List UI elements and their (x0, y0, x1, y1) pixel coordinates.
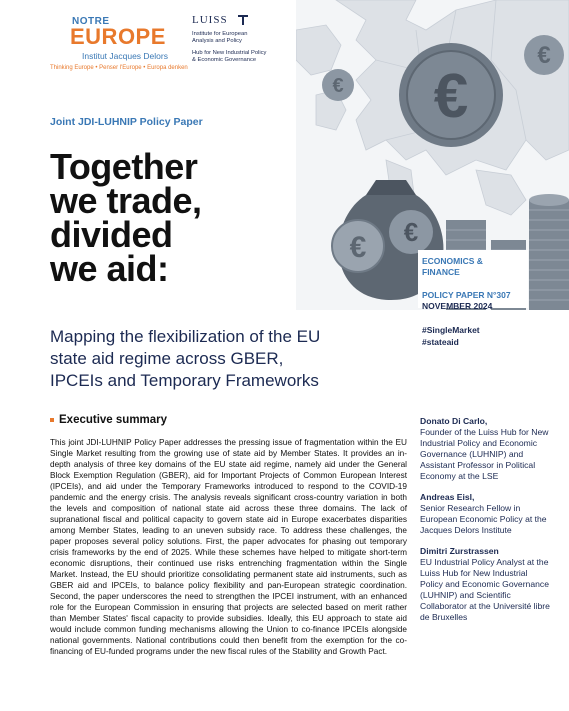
svg-text:€: € (537, 42, 551, 69)
series-label: Joint JDI-LUHNIP Policy Paper (50, 116, 203, 128)
svg-text:€: € (433, 62, 469, 131)
luiss-line-4: & Economic Governance (192, 57, 257, 63)
paper-date: NOVEMBER 2024 (422, 301, 493, 311)
bullet-icon (50, 418, 54, 422)
luiss-name: LUISS (192, 14, 228, 26)
author-bio: EU Industrial Policy Analyst at the Luiss Hub for New Industrial Policy and Economic Governance (LUHNIP) and Scientific Collaborator at the Université libre de Bruxelles (420, 557, 550, 622)
luiss-logo (192, 14, 287, 74)
logo-tagline: Thinking Europe • Penser l'Europe • Europa denken (50, 65, 188, 71)
title-line: we aid: (50, 248, 169, 289)
svg-text:€: € (332, 75, 344, 97)
category-line: ECONOMICS & (422, 256, 483, 266)
logo-europe: EUROPE (70, 24, 166, 49)
luiss-crest-icon (238, 15, 248, 25)
page-title (50, 146, 202, 289)
authors-column (420, 416, 550, 633)
title-line: Together (50, 146, 198, 187)
author-bio: Senior Research Fellow in European Economic Policy at the Jacques Delors Institute (420, 503, 547, 535)
luiss-line-2: Analysis and Policy (192, 38, 242, 44)
title-line: divided (50, 214, 173, 255)
svg-text:€: € (403, 217, 419, 247)
category-line: FINANCE (422, 267, 460, 277)
luiss-line-1: Institute for European (192, 31, 248, 37)
hashtags (422, 324, 480, 348)
euro-coin-icon (399, 43, 503, 147)
hashtag: #SingleMarket (422, 325, 480, 335)
euro-coin-icon (524, 35, 564, 75)
paper-info-box (418, 250, 528, 311)
logo-notre: NOTRE (72, 16, 110, 27)
author-entry (420, 492, 550, 536)
exec-summary-heading-text: Executive summary (59, 414, 168, 426)
subtitle-line: state aid regime across GBER, (50, 349, 284, 368)
author-bio: Founder of the Luiss Hub for New Industrial Policy and Economic Governance (LUHNIP) and Assistant Professor in Political Economy at the LSE (420, 427, 549, 481)
author-name: Dimitri Zurstrassen (420, 546, 499, 556)
subtitle-line: IPCEIs and Temporary Frameworks (50, 371, 319, 390)
author-entry (420, 546, 550, 623)
notre-europe-logo (50, 14, 188, 74)
hashtag: #stateaid (422, 337, 459, 347)
exec-summary-body: This joint JDI-LUHNIP Policy Paper addresses the pressing issue of fragmentation within the EU Single Market resulting from the growing use of state aid by Member States. It provides an in-depth analysis of three key domains of the EU state aid regime, namely aid under the General Block Exemption Regulation (GBER), aid for Important Projects of Common European Interest (IPCEIs), and aid under the Temporary Frameworks introduced to respond to the COVID-19 pandemic and the energy crisis. The analysis reveals significant cross-country variation in both the levels and composition of national state aid across these three domains. The lack of supranational fiscal and political capacity to govern state aid in Europe exacerbates disparities among Member States, leading to an uneven subsidy race. To address these challenges, the paper proposes several policy solutions. First, the paper advocates for phasing out temporary crisis frameworks by the end of 2025. While these schemes have helped to mitigate short-term economic disruptions, their continued use risks entrenching fragmentation within the Single Market. Instead, the EU should prioritize consolidating permanent state aid instruments, such as GBER aid and IPCEIs, to balance policy flexibility and pan-European strategic coordination. Second, the paper underscores the need to strengthen the IPCEI instrument, with an enhanced role for the European Commission in ensuring that projects are selected based on merit rather than Member States' fiscal capacity to provide subsidies. Ideally, this EU approach to state aid would include common funding mechanisms allowing the Union to co-finance IPCEIs alongside national governments. National contributions could then benefit from the exemption for the co-financing of EU-funded programs under the new fiscal rules of the Stability and Growth Pact. (50, 438, 407, 656)
paper-number: POLICY PAPER N°307 (422, 290, 511, 300)
page-subtitle (50, 326, 350, 392)
exec-summary-heading (50, 414, 167, 426)
author-name: Andreas Eisl, (420, 492, 475, 502)
author-name: Donato Di Carlo, (420, 416, 488, 426)
paper-category (422, 256, 483, 278)
title-line: we trade, (50, 180, 202, 221)
euro-coin-icon (322, 69, 354, 101)
author-entry (420, 416, 550, 482)
logo-institute: Institut Jacques Delors (82, 51, 168, 61)
euro-coin-icon (332, 220, 384, 272)
luiss-line-3: Hub for New Industrial Policy (192, 50, 267, 56)
subtitle-line: Mapping the flexibilization of the EU (50, 327, 321, 346)
svg-text:€: € (349, 231, 367, 264)
